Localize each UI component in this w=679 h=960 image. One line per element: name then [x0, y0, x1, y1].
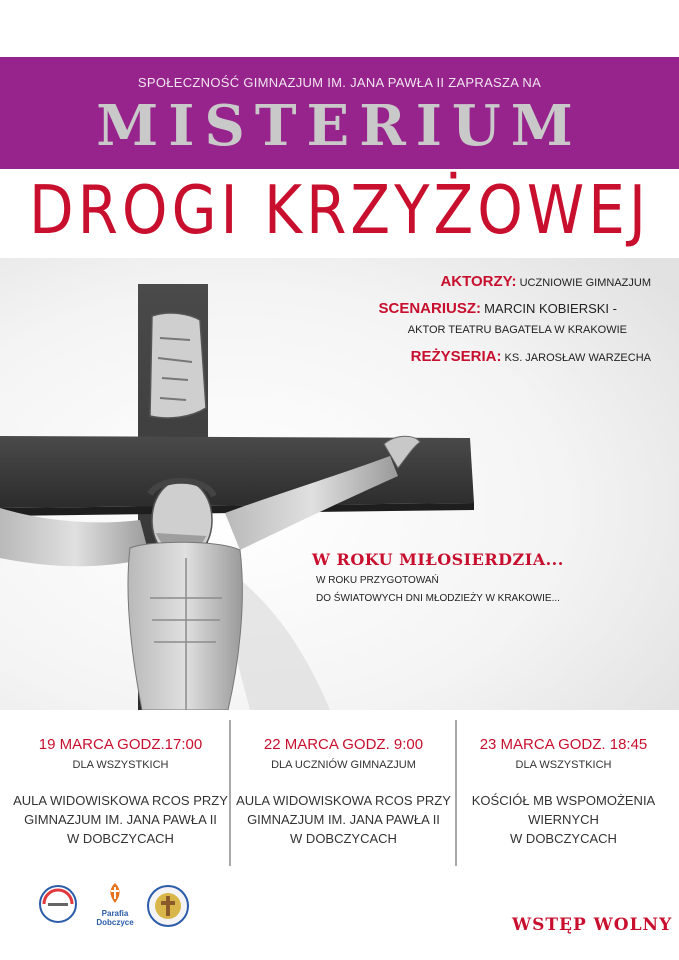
circular-logo-icon — [38, 884, 78, 924]
actors-label: AKTORZY: — [440, 273, 517, 290]
director-value: KS. JAROSŁAW WARZECHA — [504, 352, 651, 364]
event-column — [231, 716, 456, 848]
free-entry-text: WSTĘP WOLNY — [512, 915, 673, 935]
header-title: MISTERIUM — [96, 93, 583, 159]
event-place-line: AULA WIDOWISKOWA RCOS PRZY — [236, 793, 451, 808]
main-title: DROGI KRZYŻOWEJ — [28, 170, 651, 250]
event-place-line: WIERNYCH — [528, 812, 599, 827]
event-place-line: W DOBCZYCACH — [290, 831, 397, 846]
script-value: MARCIN KOBIERSKI - — [484, 301, 617, 316]
event-audience: DLA WSZYSTKICH — [72, 759, 169, 771]
parish-town: Dobczyce — [96, 918, 134, 927]
event-date: 19 MARCA GODZ.17:00 — [38, 736, 203, 753]
event-place — [8, 791, 233, 848]
mercy-block — [312, 550, 564, 604]
event-date: 22 MARCA GODZ. 9:00 — [263, 736, 424, 753]
script-note: AKTOR TEATRU BAGATELA W KRAKOWIE — [407, 324, 627, 336]
event-place — [451, 791, 676, 848]
event-place-line: W DOBCZYCACH — [510, 831, 617, 846]
event-place-line: GIMNAZJUM IM. JANA PAWŁA II — [247, 812, 440, 827]
events-section — [0, 716, 679, 866]
script-label: SCENARIUSZ: — [378, 300, 482, 317]
mercy-title: W ROKU MIŁOSIERDZIA... — [312, 550, 564, 569]
event-place-line: AULA WIDOWISKOWA RCOS PRZY — [13, 793, 228, 808]
event-date: 23 MARCA GODZ. 18:45 — [479, 736, 648, 753]
event-column — [451, 716, 676, 848]
event-audience: DLA WSZYSTKICH — [515, 759, 612, 771]
event-audience: DLA UCZNIÓW GIMNAZJUM — [271, 759, 416, 771]
parish-logo-icon — [104, 882, 126, 904]
credit-actors — [440, 273, 651, 290]
event-place — [231, 791, 456, 848]
event-column — [8, 716, 233, 848]
header-banner — [0, 57, 679, 169]
credit-script-note — [408, 324, 627, 336]
event-place-line: W DOBCZYCACH — [67, 831, 174, 846]
mercy-line-1: W ROKU PRZYGOTOWAŃ — [316, 575, 439, 586]
director-label: REŻYSERIA: — [410, 348, 502, 365]
credit-director — [411, 348, 651, 365]
event-place-line: GIMNAZJUM IM. JANA PAWŁA II — [24, 812, 217, 827]
credit-script — [379, 300, 618, 317]
event-place-line: KOŚCIÓŁ MB WSPOMOŻENIA — [471, 793, 656, 808]
parish-logo — [90, 882, 140, 927]
header-subtitle: SPOŁECZNOŚĆ GIMNAZJUM IM. JANA PAWŁA II ZAPRASZA NA — [137, 75, 542, 90]
actors-value: UCZNIOWIE GIMNAZJUM — [519, 277, 651, 289]
mercy-line-2: DO ŚWIATOWYCH DNI MŁODZIEŻY W KRAKOWIE... — [316, 593, 560, 604]
school-emblem-icon — [146, 884, 190, 928]
parish-name: Parafia — [101, 909, 129, 918]
